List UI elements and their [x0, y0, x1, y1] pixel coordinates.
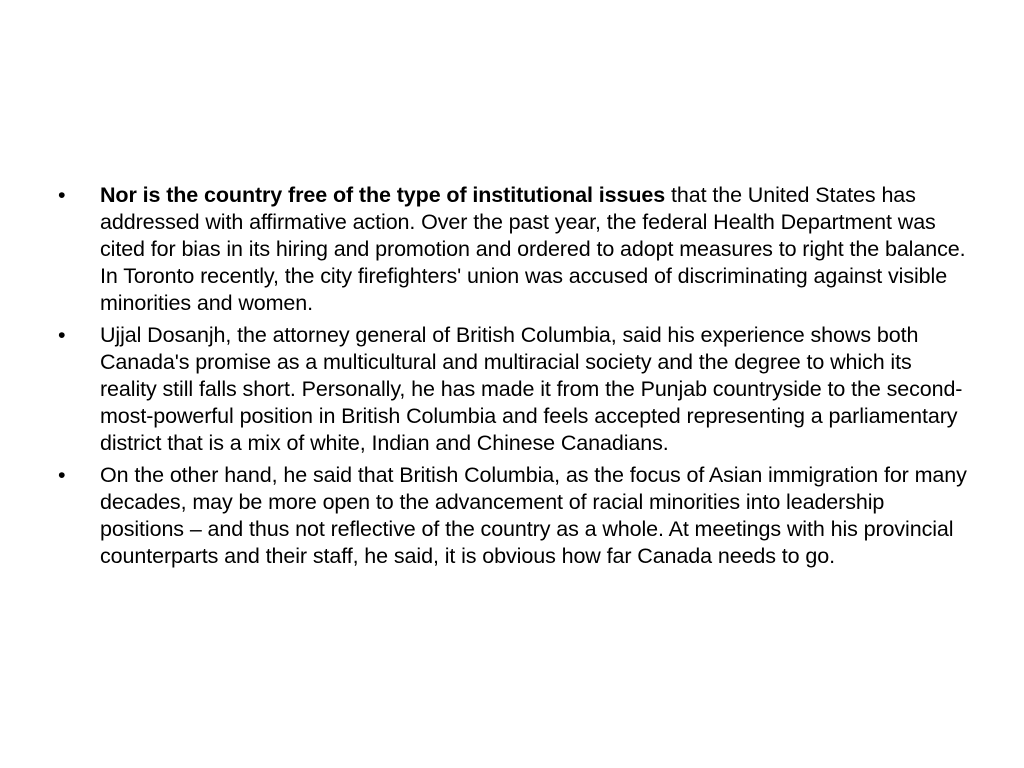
bullet-lead-text: Nor is the country free of the type of institutional issues [100, 183, 666, 207]
bullet-list [58, 182, 968, 570]
bullet-icon: • [58, 463, 66, 487]
bullet-item [58, 182, 968, 317]
bullet-icon: • [58, 183, 66, 207]
bullet-item [58, 462, 968, 570]
bullet-icon: • [58, 323, 66, 347]
bullet-text: Ujjal Dosanjh, the attorney general of British Columbia, said his experience shows both Canada's promise as a multicultural and multiracial society and the degree to which its reality still falls short. Personally, he has made it from the Punjab countryside to the second-most-powerful position in British Columbia and feels accepted representing a parliamentary district that is a mix of white, Indian and Chinese Canadians. [100, 323, 963, 455]
bullet-text: On the other hand, he said that British Columbia, as the focus of Asian immigration for many decades, may be more open to the advancement of racial minorities into leadership positions – and thus not reflective of the country as a whole. At meetings with his provincial counterparts and their staff, he said, it is obvious how far Canada needs to go. [100, 463, 967, 568]
bullet-text: that the United States has addressed with affirmative action. Over the past year, the federal Health Department was cited for bias in its hiring and promotion and ordered to adopt measures to right the balance. In Toronto recently, the city firefighters' union was accused of discriminating against visible minorities and women. [100, 183, 966, 315]
bullet-item [58, 322, 968, 457]
slide-body [58, 182, 968, 575]
